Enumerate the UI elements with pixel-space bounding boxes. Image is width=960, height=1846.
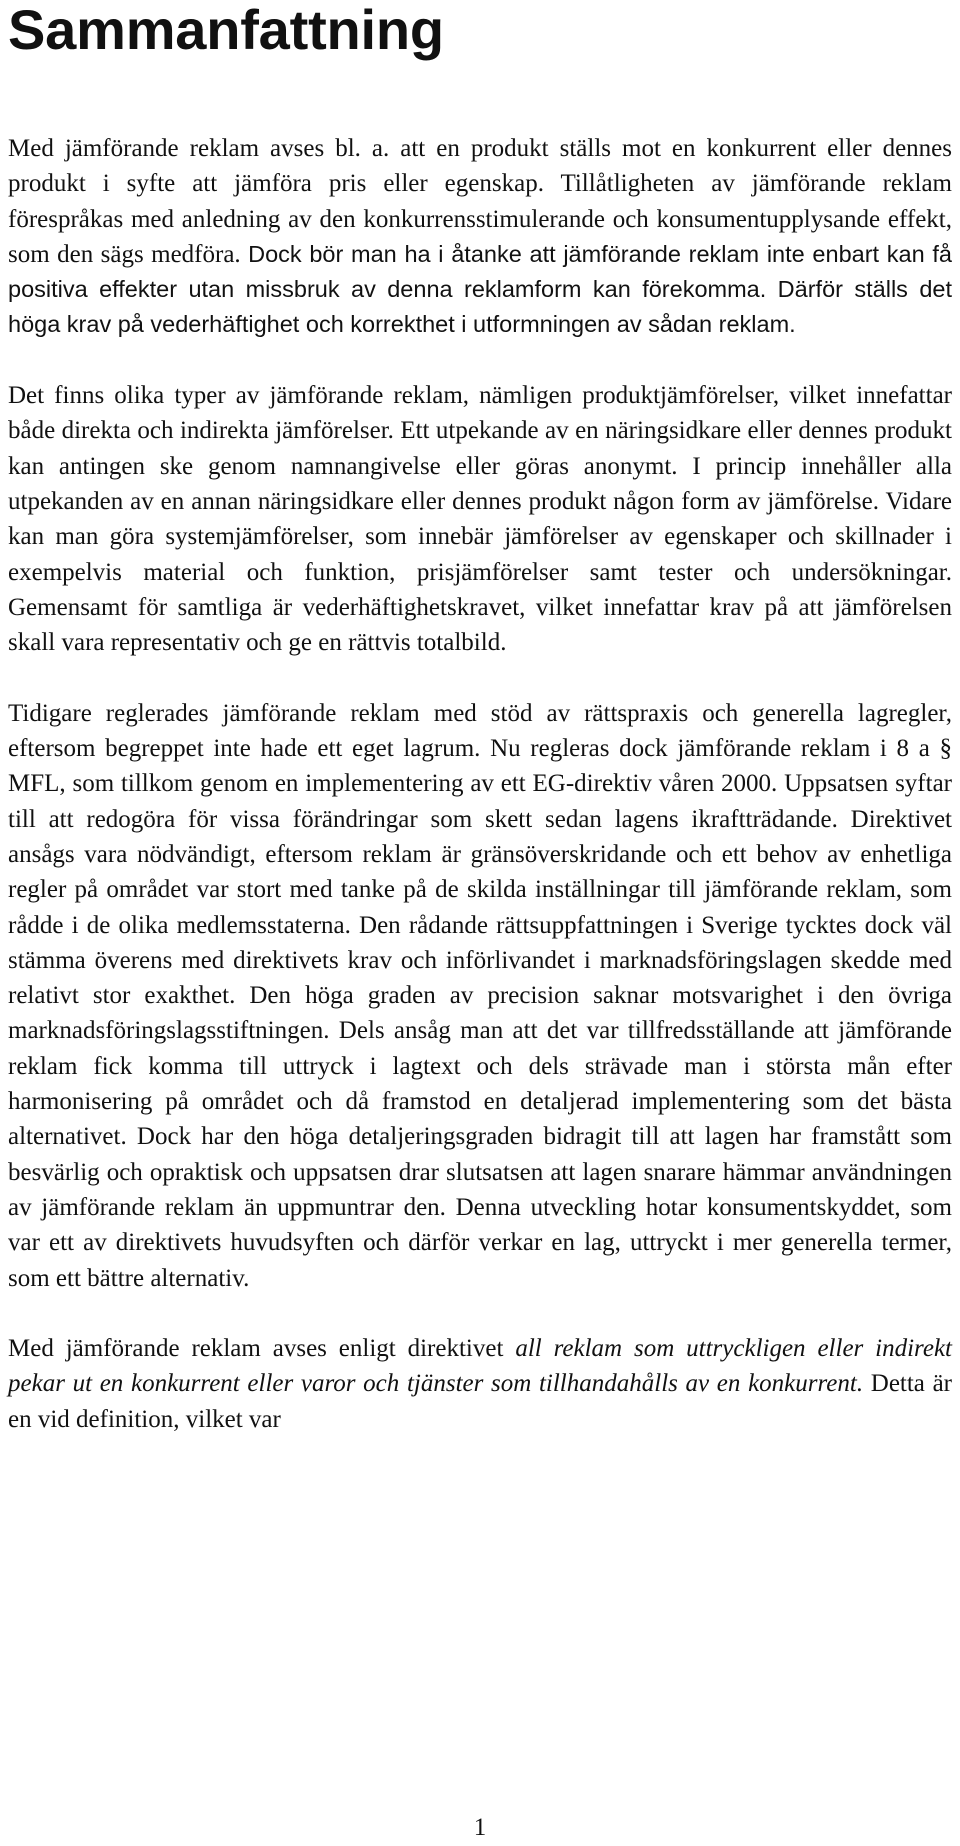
paragraph-regulation bbox=[8, 696, 952, 1296]
paragraph-text: Tidigare reglerades jämförande reklam med stöd av rättspraxis och generella lagregler, eftersom begreppet inte hade ett eget lagrum. Nu regleras dock jämförande reklam i 8 a § MFL, som tillkom genom en implementering av ett EG-direktiv våren 2000. Uppsatsen syftar till att redogöra för vissa förändringar som skett sedan lagens ikraftträdande. Direktivet ansågs vara nödvändigt, eftersom reklam är gränsöverskridande och ett behov av enhetliga regler på området var stort med tanke på de skilda inställningar till jämförande reklam, som rådde i de olika medlemsstaterna. Den rådande rättsuppfattningen i Sverige tycktes dock väl stämma överens med direktivets krav och införlivandet i marknadsföringslagen skedde med relativt stor exakthet. Den höga graden av precision saknar motsvarighet i den övriga marknadsföringslagsstiftningen. Dels ansåg man att det var tillfredsställande att jämförande reklam fick komma till uttryck i lagtext och dels strävade man i största mån efter harmonisering på området och då framstod en detaljerad implementering som det bästa alternativet. Dock har den höga detaljeringsgraden bidragit till att lagen har framstått som besvärlig och opraktisk och uppsatsen drar slutsatsen att lagen snarare hämmar användningen av jämförande reklam än uppmuntrar den. Denna utveckling hotar konsumentskyddet, som var ett av direktivets huvudsyften och därför verkar en lag, uttryckt i mer generella termer, som ett bättre alternativ. bbox=[8, 699, 952, 1292]
paragraph-types bbox=[8, 378, 952, 660]
paragraph-text: Med jämförande reklam avses bl. a. att en produkt ställs mot en konkurrent eller dennes produkt i syfte att jämföra pris eller egenskap. Tillåtligheten av jämförande reklam förespråkas med anledning av den konkurrensstimulerande och konsumentupplysande effekt, som den sägs medföra. bbox=[8, 135, 952, 268]
paragraph-text: Detta är en vid definition, vilket var bbox=[8, 1370, 952, 1433]
paragraph-text: Det finns olika typer av jämförande reklam, nämligen produktjämförelser, vilket innefattar både direkta och indirekta jämförelser. Ett utpekande av en näringsidkare eller dennes produkt kan antingen ske genom namnangivelse eller göras anonymt. I princip innehåller alla utpekanden av en annan näringsidkare eller dennes produkt någon form av jämförelse. Vidare kan man göra systemjämförelser, som innebär jämförelser av egenskaper och skillnader i exempelvis material och funktion, prisjämförelser samt tester och undersökningar. Gemensamt för samtliga är vederhäftighetskravet, vilket innefattar krav på att jämförelsen skall vara representativ och ge en rättvis totalbild. bbox=[8, 382, 952, 657]
paragraph-text-sans: Dock bör man ha i åtanke att jämförande reklam inte enbart kan få positiva effekter utan missbruk av denna reklamform kan förekomma. Därför ställs det höga krav på vederhäftighet och korrekthet i utformningen av sådan reklam. bbox=[8, 240, 952, 338]
page-title: Sammanfattning bbox=[8, 0, 444, 61]
document-body bbox=[8, 131, 952, 1437]
document-page bbox=[8, 0, 952, 1472]
paragraph-definition bbox=[8, 1331, 952, 1437]
paragraph-text: Med jämförande reklam avses enligt direktivet bbox=[8, 1335, 516, 1363]
page-number: 1 bbox=[473, 1814, 487, 1841]
paragraph-intro bbox=[8, 131, 952, 343]
definition-quote: all reklam som uttryckligen eller indirekt pekar ut en konkurrent eller varor och tjänster som tillhandahålls av en konkurrent. bbox=[8, 1335, 952, 1398]
